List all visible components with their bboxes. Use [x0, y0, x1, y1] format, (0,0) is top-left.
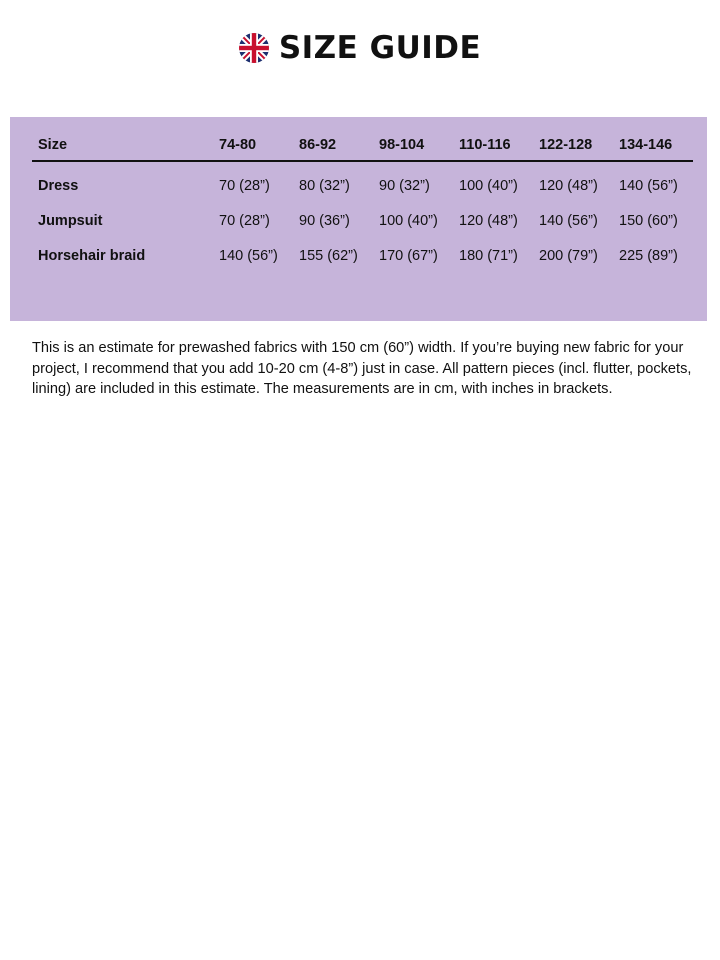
uk-flag-icon: [239, 33, 269, 63]
table-cell: 155 (62”): [299, 247, 358, 264]
row-label: Horsehair braid: [38, 247, 146, 264]
page-header: [0, 28, 720, 68]
table-row-jumpsuit: [32, 203, 693, 238]
table-cell: 100 (40”): [459, 177, 518, 194]
table-row-horsehair-braid: [32, 238, 693, 273]
table-cell: 70 (28”): [219, 177, 270, 194]
size-table-panel: [10, 117, 707, 321]
column-header-98-104: 98-104: [373, 130, 453, 161]
column-header-134-146: 134-146: [613, 130, 693, 161]
table-cell: 140 (56”): [619, 177, 678, 194]
table-cell: 200 (79”): [539, 247, 598, 264]
table-row-dress: [32, 161, 693, 203]
row-label: Dress: [38, 177, 79, 194]
fabric-estimate-note: This is an estimate for prewashed fabrics with 150 cm (60”) width. If you’re buying new fabric for your project, I recommend that you add 10-20 cm (4-8”) just in case. All pattern pieces (incl. flutter, pockets, lining) are included in this estimate. The measurements are in cm, with inches in brackets.: [32, 340, 692, 397]
table-cell: 170 (67”): [379, 247, 438, 264]
table-cell: 100 (40”): [379, 212, 438, 229]
page-title: SIZE GUIDE: [278, 29, 482, 66]
table-header-row: [32, 130, 693, 161]
column-header-110-116: 110-116: [453, 130, 533, 161]
row-label: Jumpsuit: [38, 212, 103, 229]
column-header-86-92: 86-92: [293, 130, 373, 161]
table-cell: 70 (28”): [219, 212, 270, 229]
table-cell: 90 (32”): [379, 177, 430, 194]
table-cell: 140 (56”): [539, 212, 598, 229]
table-cell: 225 (89”): [619, 247, 678, 264]
table-cell: 150 (60”): [619, 212, 678, 229]
table-cell: 120 (48”): [539, 177, 598, 194]
column-header-size: Size: [32, 130, 213, 161]
table-cell: 120 (48”): [459, 212, 518, 229]
column-header-74-80: 74-80: [213, 130, 293, 161]
table-cell: 90 (36”): [299, 212, 350, 229]
table-cell: 180 (71”): [459, 247, 518, 264]
column-header-122-128: 122-128: [533, 130, 613, 161]
table-cell: 140 (56”): [219, 247, 278, 264]
size-table: [32, 130, 693, 273]
table-cell: 80 (32”): [299, 177, 350, 194]
